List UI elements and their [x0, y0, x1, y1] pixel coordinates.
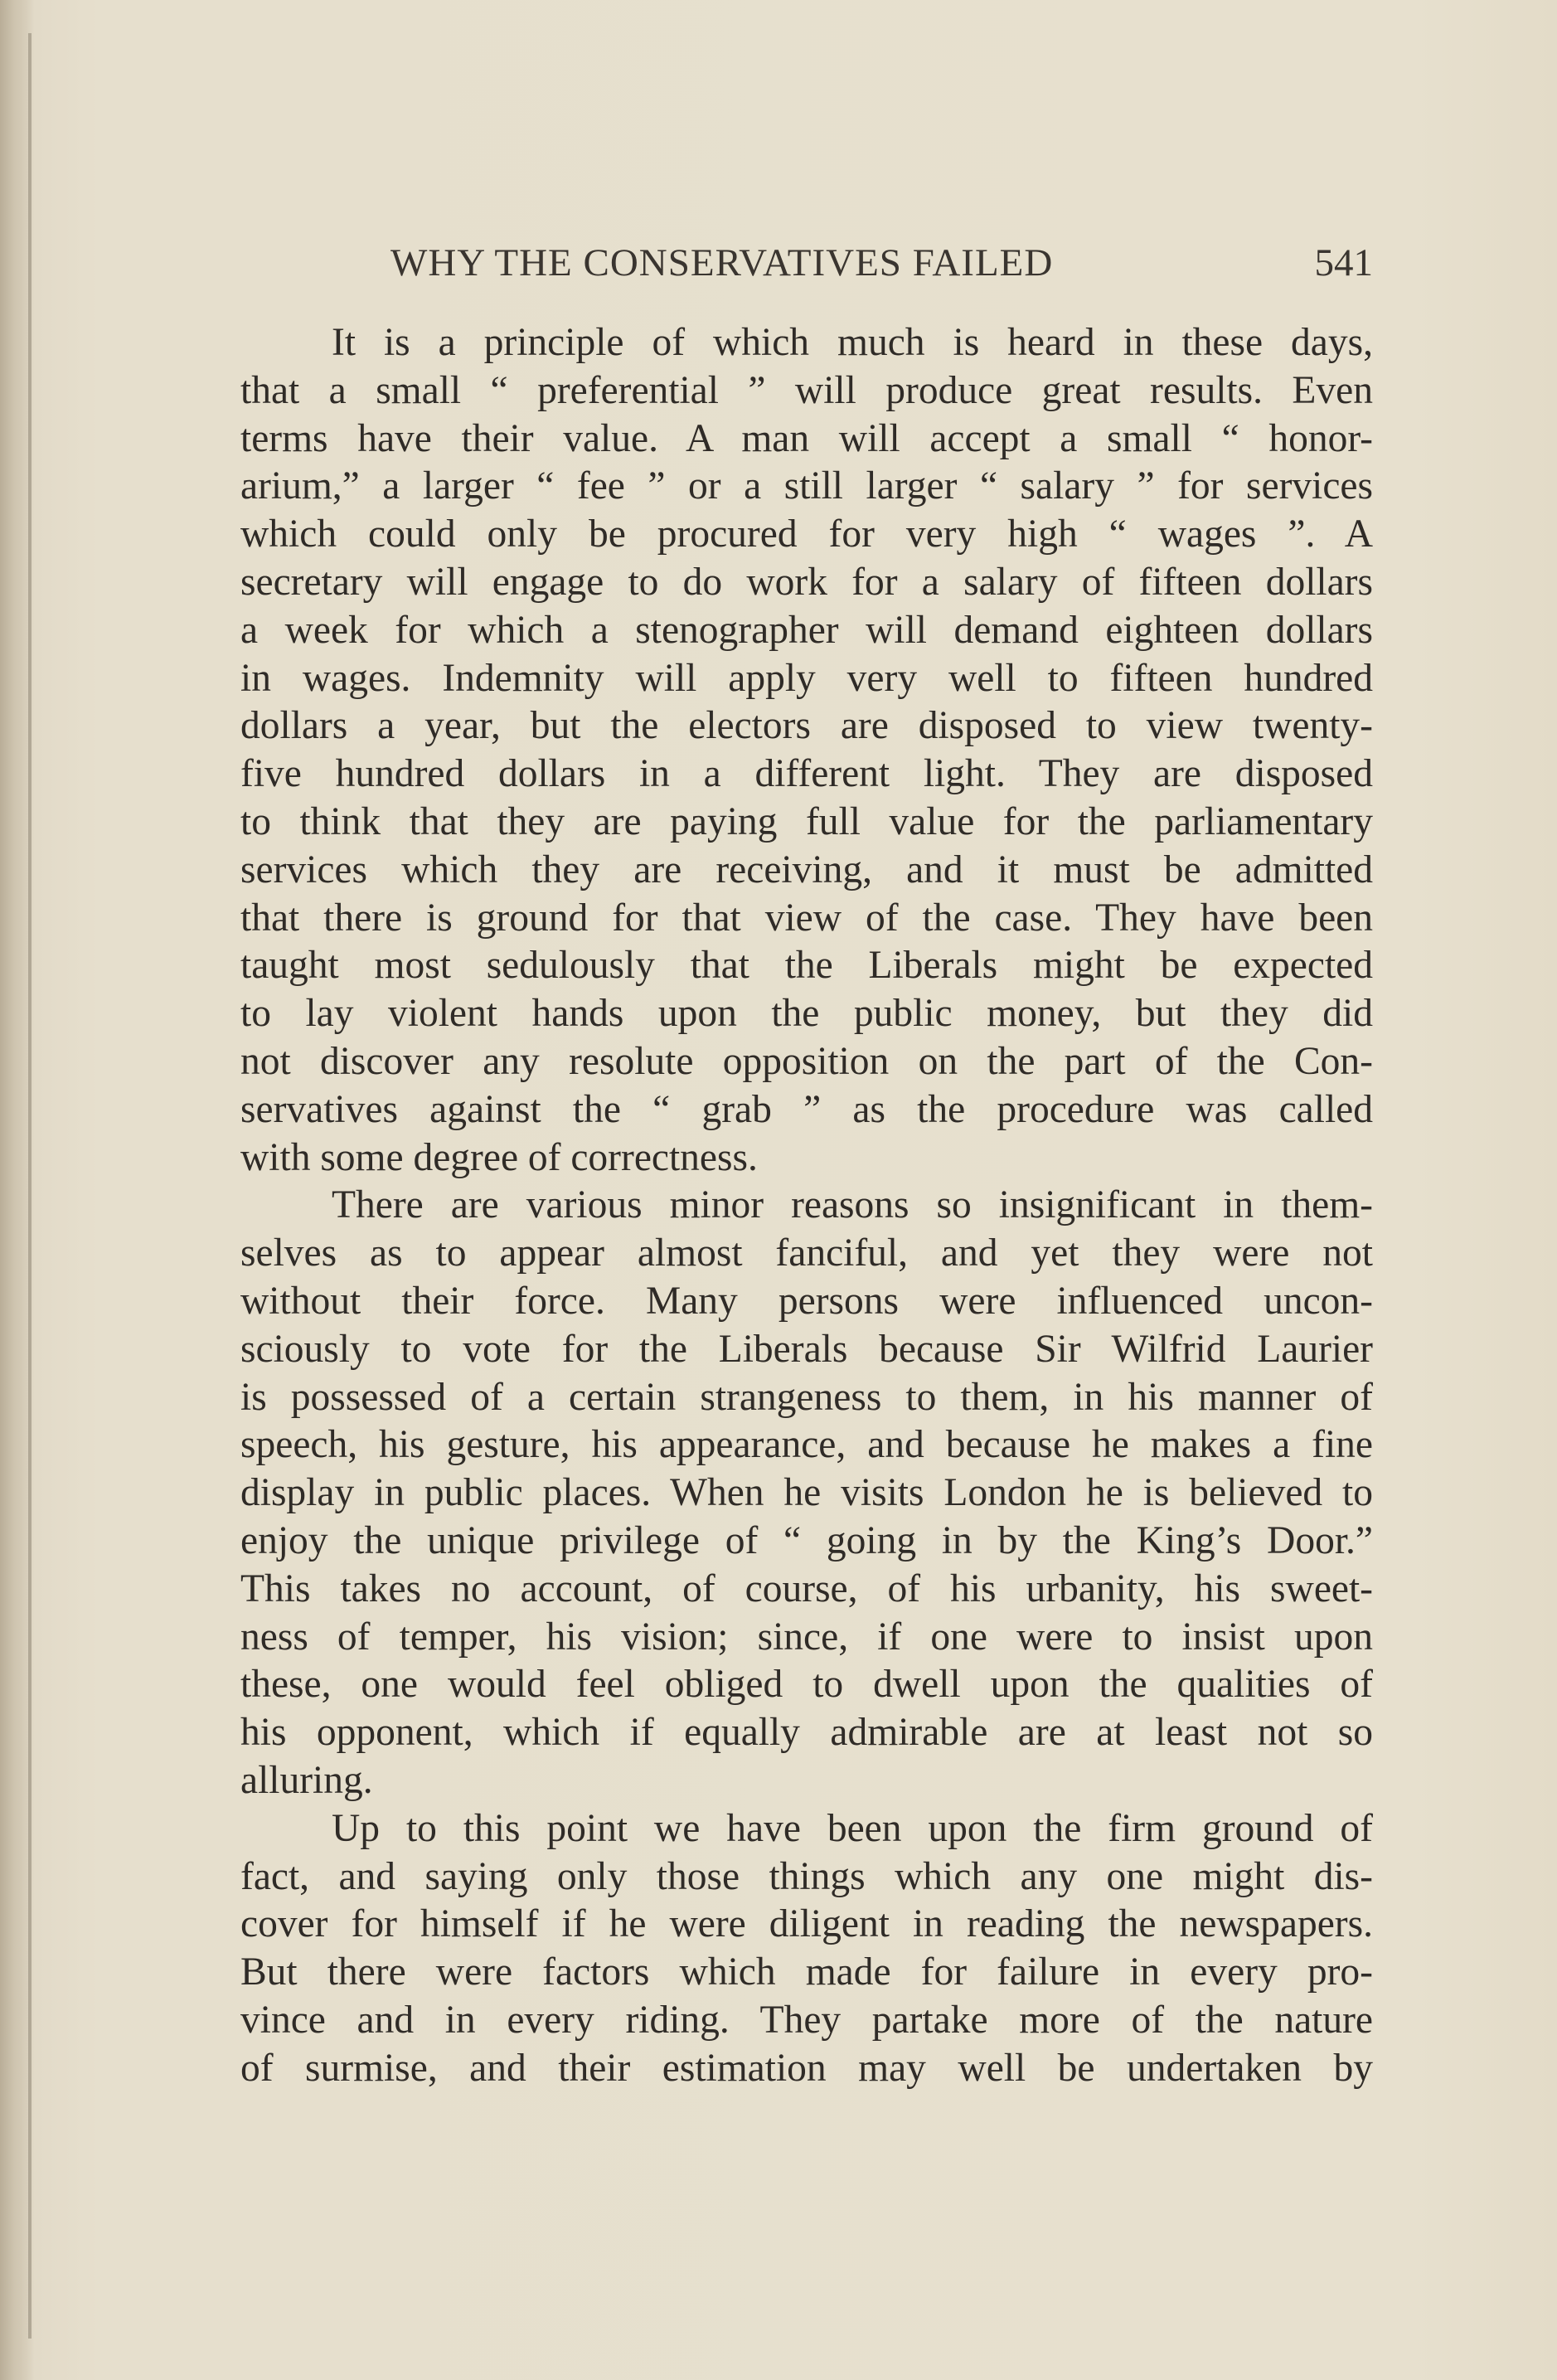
text-line: that a small “ preferential ” will produce great results. Even [240, 368, 1373, 412]
text-line: But there were factors which made for failure in every pro- [240, 1950, 1373, 1994]
text-line: Up to this point we have been upon the firm ground of [332, 1806, 1373, 1850]
text-line: not discover any resolute opposition on the part of the Con- [240, 1039, 1373, 1083]
text-line: cover for himself if he were diligent in reading the newspapers. [240, 1902, 1373, 1946]
text-line: in wages. Indemnity will apply very well to fifteen hundred [240, 656, 1373, 700]
running-head [390, 240, 1373, 299]
text-line: his opponent, which if equally admirable are at least not so [240, 1711, 1373, 1755]
page-binding-line [28, 33, 32, 2339]
paragraph [240, 319, 1373, 1182]
text-line: that there is ground for that view of the case. They have been [240, 896, 1373, 940]
body-text [240, 319, 1373, 2092]
text-line: five hundred dollars in a different light. They are disposed [240, 752, 1373, 796]
text-line: to think that they are paying full value for the parliamentary [240, 799, 1373, 843]
text-line: servatives against the “ grab ” as the procedure was called [240, 1087, 1373, 1131]
text-line: alluring. [240, 1758, 373, 1802]
text-line: secretary will engage to do work for a salary of fifteen dollars [240, 560, 1373, 604]
paragraph [240, 1182, 1373, 1804]
text-line: which could only be procured for very high “ wages ”. A [240, 512, 1373, 556]
text-line: taught most sedulously that the Liberals might be expected [240, 944, 1373, 988]
text-line: services which they are receiving, and it must be admitted [240, 848, 1373, 891]
page-number: 541 [1314, 241, 1373, 284]
text-line: these, one would feel obliged to dwell upon the qualities of [240, 1663, 1373, 1707]
text-line: is possessed of a certain strangeness to them, in his manner of [240, 1375, 1373, 1419]
text-line: vince and in every riding. They partake more of the nature [240, 1998, 1373, 2042]
text-line: fact, and saying only those things which any one might dis- [240, 1854, 1373, 1898]
text-line: It is a principle of which much is heard in these days, [332, 321, 1373, 364]
text-line: of surmise, and their estimation may well be undertaken by [240, 2046, 1373, 2090]
text-line: without their force. Many persons were influenced uncon- [240, 1279, 1373, 1323]
text-line: to lay violent hands upon the public money, but they did [240, 992, 1373, 1036]
text-line: sciously to vote for the Liberals because Sir Wilfrid Laurier [240, 1327, 1373, 1371]
text-line: selves as to appear almost fanciful, and yet they were not [240, 1231, 1373, 1275]
text-line: arium,” a larger “ fee ” or a still larger “ salary ” for services [240, 464, 1373, 508]
text-line: terms have their value. A man will accept a small “ honor- [240, 416, 1373, 460]
text-line: with some degree of correctness. [240, 1135, 758, 1179]
running-title: WHY THE CONSERVATIVES FAILED [390, 241, 1054, 284]
text-line: dollars a year, but the electors are disposed to view twenty- [240, 704, 1373, 748]
text-line: a week for which a stenographer will demand eighteen dollars [240, 608, 1373, 652]
text-line: There are various minor reasons so insignificant in them- [332, 1183, 1373, 1227]
paragraph [240, 1805, 1373, 2093]
text-line: display in public places. When he visits London he is believed to [240, 1471, 1373, 1515]
text-line: ness of temper, his vision; since, if one were to insist upon [240, 1615, 1373, 1659]
text-line: This takes no account, of course, of his urbanity, his sweet- [240, 1566, 1373, 1610]
text-line: speech, his gesture, his appearance, and because he makes a fine [240, 1423, 1373, 1467]
text-line: enjoy the unique privilege of “ going in by the King’s Door.” [240, 1518, 1373, 1562]
